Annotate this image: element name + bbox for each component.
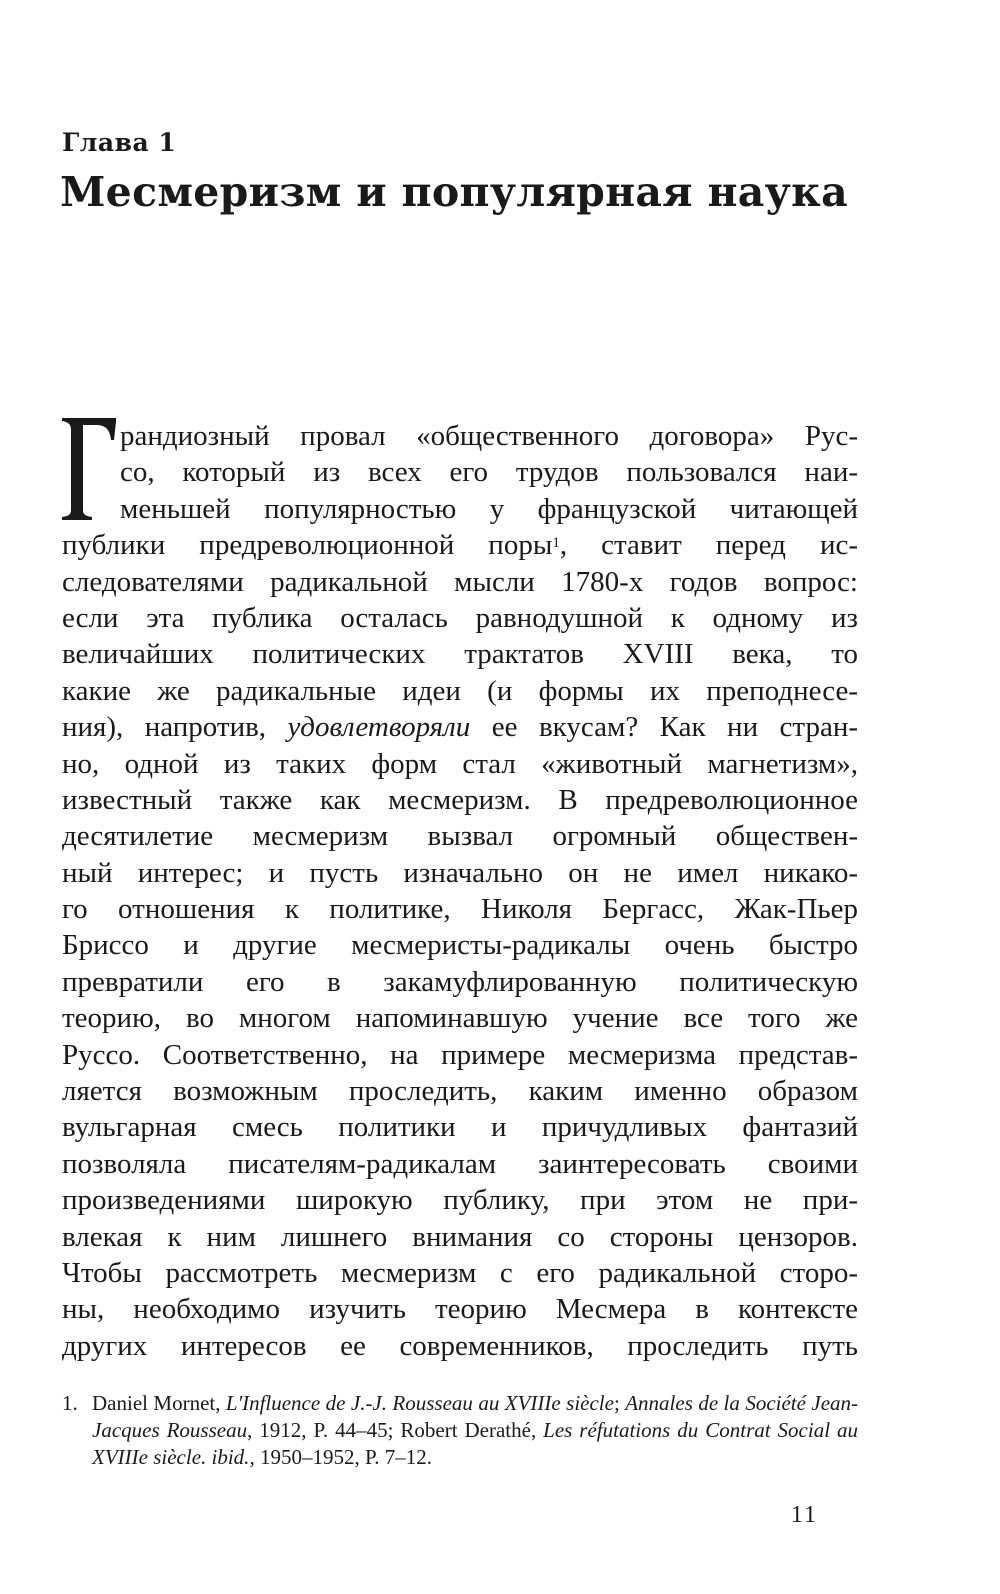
footnote-text: Daniel Mornet, L'Influence de J.-J. Rousseau au XVIIIe siècle; Annales de la Société Jean-Jacques Rousseau, 1912, P. 44–45; Robert Derathé, Les réfutations du Contrat Social au XVIIIe siècle. ibid., 1950–1952, P. 7–12.: [92, 1391, 859, 1469]
body-line-23: влекая к ним лишнего внимания со стороны цензоров.: [62, 1220, 858, 1253]
body-line-5: следователями радикальной мысли 1780-х годов вопрос:: [62, 565, 858, 598]
body-line-26: других интересов ее современников, проследить путь: [62, 1329, 858, 1362]
page-number: 11: [790, 1502, 818, 1528]
chapter-label: Глава 1: [62, 128, 177, 157]
body-line-1: рандиозный провал «общественного договора» Рус-: [120, 420, 858, 452]
body-line-10: но, одной из таких форм стал «животный магнетизм»,: [62, 747, 858, 780]
footnote-number: 1.: [62, 1391, 78, 1415]
footnote-ref[interactable]: 1: [552, 535, 560, 552]
body-line-4: публики предреволюционной поры$^1$, ставит перед ис-: [62, 529, 858, 562]
body-line-6: если эта публика осталась равнодушной к одному из: [62, 601, 858, 634]
body-line-24: Чтобы рассмотреть месмеризм с его радикальной сторо-: [62, 1256, 858, 1289]
body-line-20: вульгарная смесь политики и причудливых фантазий: [62, 1111, 858, 1144]
body-line-11: известный также как месмеризм. В предреволюционное: [62, 783, 858, 816]
body-line-17: теорию, во многом напоминавшую учение все того же: [62, 1002, 858, 1035]
body-line-8: какие же радикальные идеи (и формы их преподнесе-: [62, 674, 858, 707]
footnote: [62, 1390, 858, 1471]
body-line-3: меньшей популярностью у французской читающей: [120, 492, 858, 525]
body-line-21: позволяла писателям-радикалам заинтересовать своими: [62, 1147, 858, 1180]
body-line-14: го отношения к политике, Николя Бергасс, Жак-Пьер: [62, 893, 858, 926]
dropcap: [60, 412, 116, 522]
body-line-16: превратили его в закамуфлированную политическую: [62, 965, 858, 998]
body-line-22: произведениями широкую публику, при этом не при-: [62, 1184, 858, 1217]
body-line-7: величайших политических трактатов XVIII века, то: [62, 638, 858, 671]
body-line-25: ны, необходимо изучить теорию Месмера в контексте: [62, 1293, 858, 1326]
body-text: [62, 418, 858, 1364]
body-line-19: ляется возможным проследить, каким именно образом: [62, 1075, 858, 1108]
body-line-2: со, который из всех его трудов пользовался наи-: [120, 456, 858, 489]
chapter-title: Месмеризм и популярная наука: [60, 168, 848, 216]
body-line-12: десятилетие месмеризм вызвал огромный обществен-: [62, 820, 858, 853]
body-line-18: Руссо. Соответственно, на примере месмеризма представ-: [62, 1038, 858, 1071]
body-line-9: ния), напротив, удовлетворяли ее вкусам? Как ни стран-: [62, 711, 858, 744]
body-line-13: ный интерес; и пусть изначально он не имел никако-: [62, 856, 858, 889]
body-line-15: Бриссо и другие месмеристы-радикалы очень быстро: [62, 929, 858, 962]
